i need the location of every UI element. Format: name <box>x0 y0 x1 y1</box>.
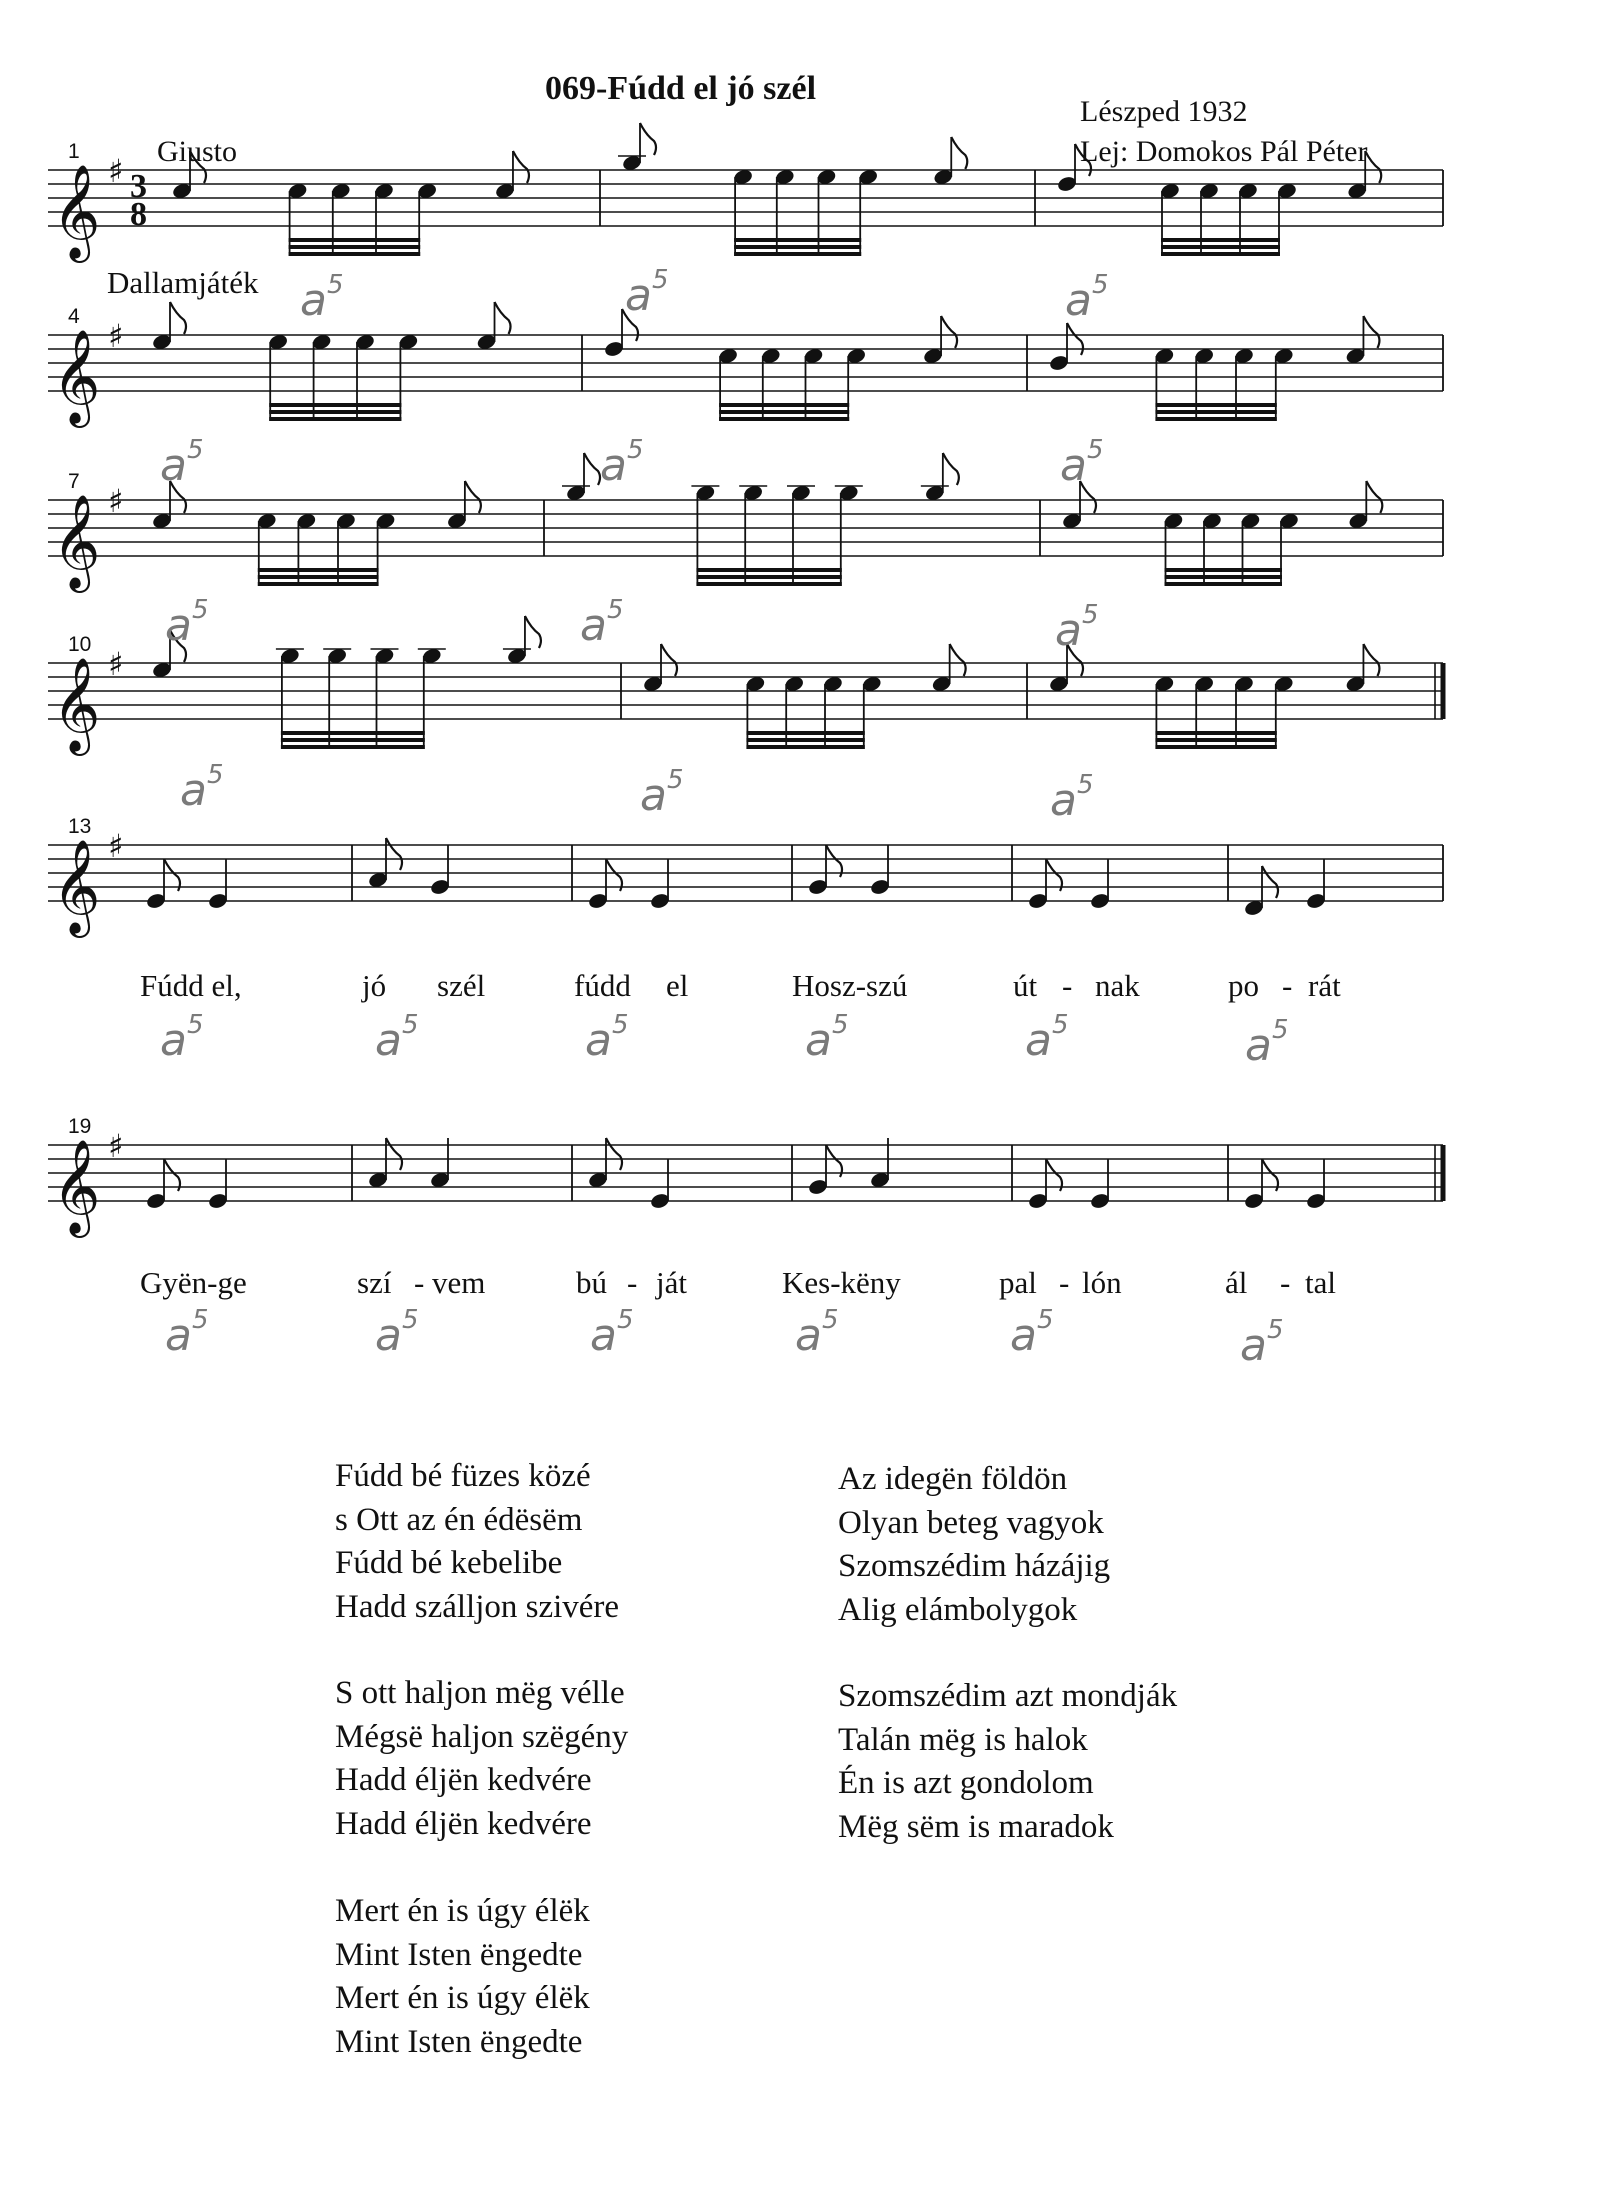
lyric-syllable: bú <box>576 1265 607 1300</box>
measure-number: 7 <box>68 470 80 493</box>
note-beam <box>281 745 425 749</box>
verse-line: Hadd éljën kedvére <box>335 1762 592 1798</box>
verse-line: s Ott az én édësëm <box>335 1501 583 1538</box>
lyric-syllable: el <box>666 968 689 1003</box>
handwritten-a5-annotation: $a^5$ <box>640 765 684 821</box>
lyric-syllable: Gyën-ge <box>140 1265 247 1300</box>
note-flag <box>606 1138 622 1170</box>
treble-clef-icon: 𝄞 <box>52 1139 101 1234</box>
lyric-syllable: pal <box>999 1265 1037 1300</box>
treble-clef-icon: 𝄞 <box>52 839 101 934</box>
note-flag <box>1075 144 1091 176</box>
lyric-syllable: - <box>1282 968 1293 1003</box>
note-beam <box>1165 568 1283 572</box>
handwritten-a5-annotation: $a^5$ <box>375 1305 419 1361</box>
lyric-syllable: - <box>1062 968 1073 1003</box>
verse-stanza-5 <box>838 1675 1177 1849</box>
note-beam <box>281 731 425 735</box>
note-beam <box>746 731 864 735</box>
verse-line: Szomszédim házájig <box>838 1548 1111 1584</box>
verse-line: Mëg sëm is maradok <box>838 1808 1114 1845</box>
lyric-syllable: po <box>1228 968 1259 1003</box>
note-beam <box>746 745 864 749</box>
note-beam <box>1155 410 1276 414</box>
note-flag <box>1365 151 1381 183</box>
note-beam <box>269 417 401 421</box>
verse-stanza-4 <box>838 1458 1110 1632</box>
sharp-icon: ♯ <box>108 317 124 355</box>
source-place-year: Lészped 1932 <box>1080 95 1248 128</box>
note-beam <box>269 410 401 414</box>
note-flag <box>1363 644 1379 676</box>
note-beam <box>1165 582 1283 586</box>
note-flag <box>525 616 541 648</box>
note-flag <box>1262 866 1278 898</box>
note-flag <box>640 123 656 155</box>
handwritten-a5-annotation: $a^5$ <box>600 435 644 491</box>
note-beam <box>719 417 849 421</box>
sharp-icon: ♯ <box>108 1127 124 1165</box>
verse-line: Alig elámbolygok <box>838 1591 1078 1628</box>
staff-system <box>48 453 1443 593</box>
note-beam <box>734 238 861 242</box>
lyric-syllable: - <box>627 1265 638 1300</box>
staff-system <box>48 123 1443 263</box>
note-flag <box>584 453 600 485</box>
lyric-syllable: szí <box>357 1265 392 1300</box>
verse-line: Mint Isten ëngedte <box>335 2023 583 2060</box>
treble-clef-icon: 𝄞 <box>52 164 101 259</box>
measure-number: 19 <box>68 1115 92 1138</box>
staff-system <box>48 1115 1443 1238</box>
treble-clef-icon: 𝄞 <box>52 329 101 424</box>
sharp-icon: ♯ <box>108 645 124 683</box>
lyric-syllable: - <box>1059 1265 1070 1300</box>
note-flag <box>386 838 402 870</box>
note-flag <box>1366 481 1382 513</box>
lyric-syllable: ál <box>1225 1265 1248 1300</box>
sharp-icon: ♯ <box>108 827 124 865</box>
note-beam <box>734 252 861 256</box>
lyric-syllable: rát <box>1308 968 1341 1003</box>
verse-line: Olyan beteg vagyok <box>838 1504 1104 1541</box>
handwritten-a5-annotation: $a^5$ <box>625 265 669 321</box>
handwritten-a5-annotation: $a^5$ <box>795 1305 839 1361</box>
lyric-syllable: Kes-këny <box>782 1265 901 1300</box>
note-beam <box>1155 731 1276 735</box>
lyric-syllable: út <box>1013 968 1038 1003</box>
lyric-syllable: jó <box>362 968 387 1003</box>
note-flag <box>661 644 677 676</box>
note-beam <box>734 245 861 249</box>
note-beam <box>1161 252 1280 256</box>
verse-stanza-1 <box>335 1455 619 1629</box>
note-beam <box>696 575 841 579</box>
handwritten-a5-annotation: $a^5$ <box>165 1305 209 1361</box>
lyric-syllable: tal <box>1305 1265 1336 1300</box>
note-flag <box>465 481 481 513</box>
note-beam <box>1155 738 1276 742</box>
handwritten-a5-annotation: $a^5$ <box>165 595 209 651</box>
verse-stanza-2 <box>335 1672 628 1846</box>
time-signature-top: 3 <box>130 168 147 205</box>
note-beam <box>269 403 401 407</box>
handwritten-a5-annotation: $a^5$ <box>160 435 204 491</box>
treble-clef-icon: 𝄞 <box>52 657 101 752</box>
note-beam <box>258 568 379 572</box>
handwritten-a5-annotation: $a^5$ <box>1065 270 1109 326</box>
verse-line: Mert én is úgy élëk <box>335 1893 590 1929</box>
note-beam <box>1165 575 1283 579</box>
verse-line: Hadd éljën kedvére <box>335 1805 592 1842</box>
page-title: 069-Fúdd el jó szél <box>545 70 817 107</box>
verse-line: Fúdd bé kebelibe <box>335 1545 563 1581</box>
lyric-syllable: - <box>1280 1265 1291 1300</box>
lyric-syllable: Fúdd el, <box>140 968 242 1003</box>
note-flag <box>951 137 967 169</box>
staff-system <box>48 815 1443 938</box>
verse-line: Mert én is úgy élëk <box>335 1980 590 2016</box>
lyric-syllable: lón <box>1082 1265 1122 1300</box>
lyric-syllable: - <box>414 1265 425 1300</box>
handwritten-a5-annotation: $a^5$ <box>1240 1315 1284 1371</box>
handwritten-a5-annotation: $a^5$ <box>1010 1305 1054 1361</box>
handwritten-a5-annotation: $a^5$ <box>585 1010 629 1066</box>
lyric-syllable: fúdd <box>574 968 631 1003</box>
tempo-marking: Giusto <box>157 135 238 168</box>
note-beam <box>258 575 379 579</box>
note-beam <box>719 403 849 407</box>
lyric-syllable: vem <box>432 1265 486 1300</box>
lyric-syllable: nak <box>1095 968 1140 1003</box>
verse-line: Fúdd bé füzes közé <box>335 1458 591 1494</box>
measure-number: 10 <box>68 633 92 656</box>
note-beam <box>1155 745 1276 749</box>
verse-line: Szomszédim azt mondják <box>838 1678 1178 1714</box>
verse-line: Hadd szálljon szivére <box>335 1588 620 1625</box>
verse-line: S ott haljon mëg vélle <box>335 1675 625 1711</box>
note-beam <box>258 582 379 586</box>
staff-system <box>48 302 1443 428</box>
note-beam <box>719 410 849 414</box>
note-flag <box>943 453 959 485</box>
note-beam <box>289 238 421 242</box>
handwritten-a5-annotation: $a^5$ <box>180 760 224 816</box>
note-flag <box>950 644 966 676</box>
measure-number: 13 <box>68 815 92 838</box>
lyric-syllable: Hosz-szú <box>792 968 908 1003</box>
note-beam <box>1155 417 1276 421</box>
handwritten-a5-annotation: $a^5$ <box>1245 1015 1289 1071</box>
sharp-icon: ♯ <box>108 152 124 190</box>
note-beam <box>281 738 425 742</box>
note-beam <box>1161 238 1280 242</box>
note-flag <box>170 302 186 334</box>
note-flag <box>386 1138 402 1170</box>
note-flag <box>941 316 957 348</box>
sharp-icon: ♯ <box>108 482 124 520</box>
handwritten-a5-annotation: $a^5$ <box>580 595 624 651</box>
lyric-syllable: szél <box>437 968 486 1003</box>
handwritten-a5-annotation: $a^5$ <box>1050 770 1094 826</box>
measure-number: 1 <box>68 140 80 163</box>
note-flag <box>1363 316 1379 348</box>
note-flag <box>513 151 529 183</box>
note-beam <box>746 738 864 742</box>
note-flag <box>190 151 206 183</box>
handwritten-a5-annotation: $a^5$ <box>590 1305 634 1361</box>
source-collector: Lej: Domokos Pál Péter <box>1080 135 1368 168</box>
note-beam <box>1155 403 1276 407</box>
treble-clef-icon: 𝄞 <box>52 494 101 589</box>
lyric-syllable: ját <box>656 1265 687 1300</box>
verse-stanza-3 <box>335 1890 590 2064</box>
time-signature-bottom: 8 <box>130 196 147 233</box>
note-beam <box>1161 245 1280 249</box>
verse-line: Mégsë haljon szëgény <box>335 1718 629 1755</box>
verse-line: Talán mëg is halok <box>838 1721 1088 1758</box>
note-beam <box>289 245 421 249</box>
handwritten-a5-annotation: $a^5$ <box>1055 600 1099 656</box>
verse-line: Az idegën földön <box>838 1461 1068 1497</box>
note-beam <box>696 582 841 586</box>
note-beam <box>289 252 421 256</box>
handwritten-a5-annotation: $a^5$ <box>1025 1010 1069 1066</box>
note-flag <box>1067 323 1083 355</box>
handwritten-a5-annotation: $a^5$ <box>805 1010 849 1066</box>
handwritten-a5-annotation: $a^5$ <box>300 270 344 326</box>
measure-number: 4 <box>68 305 80 328</box>
handwritten-a5-annotation: $a^5$ <box>375 1010 419 1066</box>
section-label: Dallamjáték <box>107 265 259 300</box>
note-beam <box>696 568 841 572</box>
handwritten-a5-annotation: $a^5$ <box>160 1010 204 1066</box>
verse-line: Én is azt gondolom <box>838 1765 1094 1801</box>
verse-line: Mint Isten ëngedte <box>335 1936 583 1973</box>
staff-system <box>48 616 1443 756</box>
note-flag <box>495 302 511 334</box>
handwritten-a5-annotation: $a^5$ <box>1060 435 1104 491</box>
